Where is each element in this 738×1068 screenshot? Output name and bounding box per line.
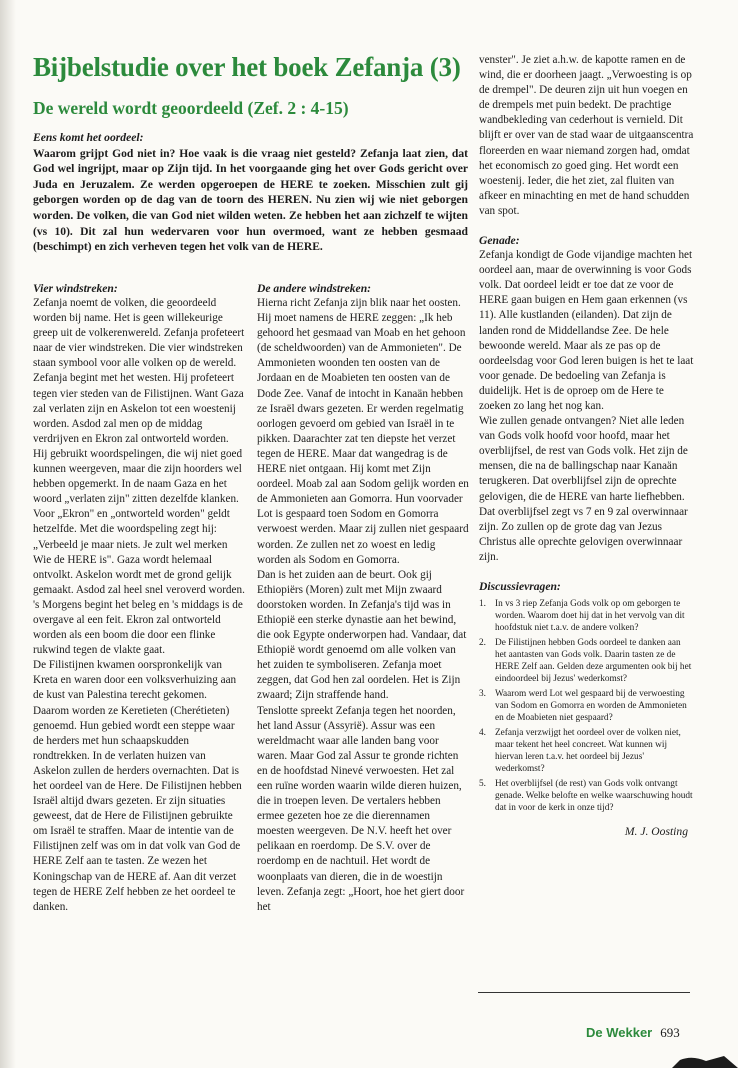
discussion-question <box>479 688 694 724</box>
section-heading-discussievragen: Discussievragen: <box>479 580 561 593</box>
question-text: Zefanja verzwijgt het oordeel over de volken niet, maar tekent het heel concreet. Wat kunnen wij hiervan leren t.a.v. het oordeel bij Jezus' wederkomst? <box>495 728 681 774</box>
section-spacer <box>479 219 694 233</box>
question-number: 5. <box>479 779 486 789</box>
right-column <box>479 53 694 839</box>
left-column <box>33 281 245 915</box>
discussion-question-list <box>479 598 694 814</box>
paragraph: Dan is het zuiden aan de beurt. Ook gij Ethiopiërs (Moren) zult met Mijn zwaard doorstoken worden. In Zefanja's tijd was in Ethiopië een sterke dynastie aan het bewind, die ook Egypte onderworpen had. Vandaar, dat Ethiopië wordt genoemd om alle volken van het zuiden te symboliseren. Zefanja moet zeggen, dat God hen zal oordelen. Het is Zijn zwaard; Zijn straffende hand. <box>257 568 467 702</box>
question-text: In vs 3 riep Zefanja Gods volk op om geborgen te worden. Waarom doet hij dat in het vervolg van dit hoofdstuk niet t.a.v. de andere volken? <box>495 599 685 633</box>
section-heading-vier-windstreken: Vier windstreken: <box>33 282 118 295</box>
question-number: 4. <box>479 728 486 738</box>
discussion-question <box>479 727 694 775</box>
paragraph: Tenslotte spreekt Zefanja tegen het noorden, het land Assur (Assyrië). Assur was een wereldmacht waar alle landen bang voor waren. Maar God zal Assur te gronde richten en de hoofdstad Ninevé verwoesten. Het zal een ruïne worden waarin wilde dieren huizen, die in troepen leven. De vertalers hebben ermee gezeten hoe ze die dierennamen moesten weergeven. De N.V. heeft het over pelikaan en roerdomp. De S.V. over de roerdomp en de nachtuil. Het wordt de woonplaats van dieren, die in de woestijn leven. Zefanja zegt: „Hoort, hoe het giert door het <box>257 704 465 913</box>
section-spacer <box>479 565 694 579</box>
page-footer <box>586 1025 680 1041</box>
footer-divider <box>478 992 690 993</box>
article-subtitle: De wereld wordt geoordeeld (Zef. 2 : 4-15) <box>33 98 349 118</box>
page-number: 693 <box>660 1025 680 1040</box>
intro-lead: Eens komt het oordeel: <box>33 131 144 144</box>
question-text: Waarom werd Lot wel gespaard bij de verwoesting van Sodom en Gomorra en worden de Ammonieten en de Moabieten niet gespaard? <box>495 689 687 723</box>
question-number: 1. <box>479 599 486 609</box>
paragraph: Zefanja begint met het westen. Hij profeteert tegen vier steden van de Filistijnen. Want Gaza zal verlaten zijn en Askelon tot een woestenij worden. Asdod zal men op de middag verdrijven en Ekron zal ontworteld worden. Hij gebruikt woordspelingen, die wij niet goed kunnen weergeven, maar die zijn hoorders wel hebben opgemerkt. In de naam Gaza en het woord „verlaten zijn" zitten dezelfde klanken. Voor „Ekron" en „ontworteld worden" geldt hetzelfde. Met die woordspeling zegt hij: „Verbeeld je maar niets. Je zult wel merken Wie de HERE is". Gaza wordt helemaal ontvolkt. Askelon wordt met de grond gelijk gemaakt. Asdod zal heel snel veroverd worden. 's Morgens begint het beleg en 's middags is de overgave al een feit. Ekron zal ontworteld worden als een boom die door een flinke rukwind tegen de vlakte gaat. <box>33 372 245 657</box>
paragraph: venster". Je ziet a.h.w. de kapotte ramen en de wind, die er doorheen jaagt. „Verwoesting is op de drempel". De deuren zijn uit hun voegen en de drempels met puin bedekt. De prachtige wandbekleding van cederhout is vernield. Dit blijft er over van de stad waar de uitgaanscentra floreerden en waar niemand zorgen had, omdat het economisch zo goed ging. Het wordt een woestenij. Ieder, die het ziet, zal fluiten van afkeer en minachting en met de hand schudden van spot. <box>479 54 694 217</box>
article-title: Bijbelstudie over het boek Zefanja (3) <box>33 52 461 82</box>
question-number: 2. <box>479 638 486 648</box>
page-edge-shadow <box>0 0 16 1068</box>
paragraph: Zefanja kondigt de Gode vijandige machten het oordeel aan, maar de overwinning is voor Gods volk. Dat oordeel leidt er toe dat ze voor de HERE gaan buigen en Hem gaan erkennen (vs 11). Alle kustlanden (eilanden). Dat zijn de landen rond de Middellandse Zee. De hele bewoonde wereld. Maar als ze pas op de oordeelsdag voor God leren buigen is het te laat voor genade. De bedoeling van Zefanja is duidelijk. Het is de oproep om de Here te zoeken zo lang het nog kan. <box>479 249 694 412</box>
author-signature: M. J. Oosting <box>624 825 688 838</box>
question-number: 3. <box>479 689 486 699</box>
section-heading-andere-windstreken: De andere windstreken: <box>257 282 372 295</box>
discussion-question <box>479 637 694 685</box>
section-heading-genade: Genade: <box>479 234 520 248</box>
discussion-question <box>479 598 694 634</box>
magazine-name: De Wekker <box>586 1025 653 1040</box>
middle-column <box>257 281 469 915</box>
intro-block <box>33 130 468 255</box>
question-text: Het overblijfsel (de rest) van Gods volk ontvangt genade. Welke belofte en welke waarschuwing houdt dat in voor de kerk in onze tijd? <box>495 779 693 813</box>
intro-text: Waarom grijpt God niet in? Hoe vaak is die vraag niet gesteld? Zefanja laat zien, dat God wel ingrijpt, maar op Zijn tijd. In het voorgaande ging het over Gods gericht over Juda en Jeruzalem. Ze werden opgeroepen de HERE te zoeken. Misschien zult gij geborgen worden op de dag van de toorn des HEREN. Nu zien wij wie niet geborgen worden. De volken, die van God niet wilden weten. Ze hebben het aan zichzelf te wijten (vs 10). Dit zal hun wedervaren voor hun overmoed, want ze hebben gesmaad (beschimpt) en zich verheven tegen het volk van de HERE. <box>33 146 468 254</box>
paragraph: Zefanja noemt de volken, die geoordeeld worden bij name. Het is geen willekeurige greep uit de volkerenwereld. Zefanja profeteert naar de vier windstreken. Die vier windstreken staan symbool voor alle volken op de wereld. <box>33 297 245 370</box>
question-text: De Filistijnen hebben Gods oordeel te danken aan het aantasten van Gods volk. Daarin tasten ze de HERE Zelf aan. Gelden deze argumenten ook bij het eindoordeel bij Jezus' wederkomst? <box>495 638 692 684</box>
page-corner-mark <box>672 1052 738 1068</box>
paragraph: Hierna richt Zefanja zijn blik naar het oosten. Hij moet namens de HERE zeggen: „Ik heb gehoord het gesmaad van Moab en het gehoon (de scheldwoorden) van de Ammonieten". De Ammonieten woonden ten oosten van de Jordaan en de Moabieten ten oosten van de Dode Zee. Vanaf de intocht in Kanaän hebben ze Israël dwars gezeten. Er werden regelmatig oorlogen gevoerd om gebied van Israël in te pikken. Daarachter zat ten diepste het verzet tegen de HERE. Maar dat wangedrag is de HERE niet ontgaan. Hij komt met Zijn oordeel. Moab zal aan Sodom gelijk worden en de Ammonieten aan Gomorra. Hun voorvader Lot is gespaard toen Sodom en Gomorra verwoest werden. Maar zij zullen niet gespaard worden. Ze zullen net zo woest en ledig worden als Sodom en Gomorra. <box>257 297 469 566</box>
paragraph: Wie zullen genade ontvangen? Niet alle leden van Gods volk hoofd voor hoofd, maar het overblijfsel, de rest van Gods volk. Het zijn de mensen, die na de ballingschap naar Kanaän terugkeren. Dat overblijfsel zijn de oprechte gelovigen, die de HERE van harte liefhebben. Dat overblijfsel zegt vs 7 en 9 zal overwinnaar zijn. Zo zullen op de grote dag van Jezus Christus alle oprechte gelovigen overwinnaar zijn. <box>479 415 688 563</box>
discussion-question <box>479 778 694 814</box>
paragraph: De Filistijnen kwamen oorspronkelijk van Kreta en waren door een volksverhuizing aan de kust van Palestina terecht gekomen. Daarom worden ze Keretieten (Cherétieten) genoemd. Hun gebied wordt een steppe waar de herders met hun schaapskudden rondtrekken. In de verlaten huizen van Askelon zullen de herders overnachten. Dat is het oordeel van de Here. De Filistijnen hebben Israël altijd dwars gezeten. Er zijn situaties geweest, dat de Here de Filistijnen gebruikte om Israël te straffen. Maar de intentie van de Filistijnen zelf was om in dat volk van God de HERE Zelf aan te tasten. Ze wezen het Koningschap van de HERE af. Aan dit verzet tegen de HERE Zelf hebben ze het oordeel te danken. <box>33 659 242 913</box>
